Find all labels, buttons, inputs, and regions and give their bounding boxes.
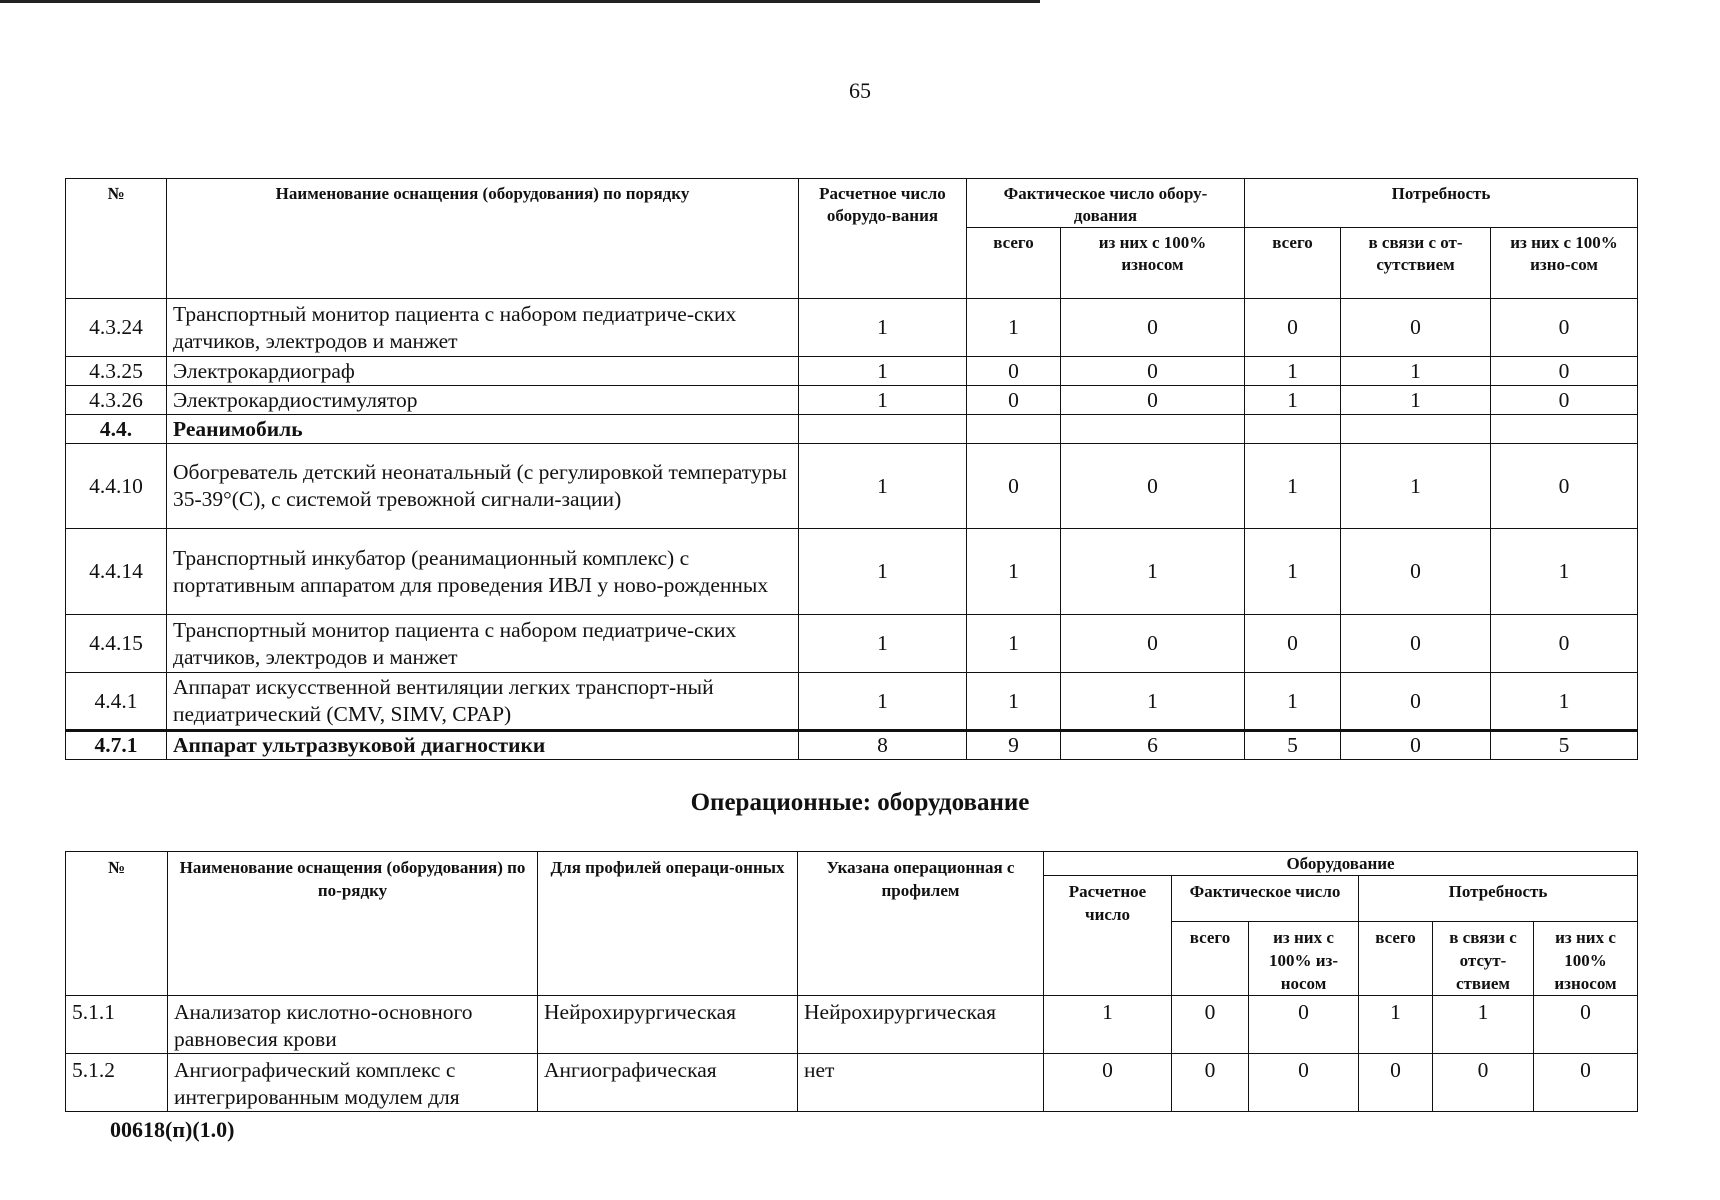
- table-row: [66, 731, 1638, 760]
- table-row: [66, 299, 1638, 357]
- row-name: Ангиографический комплекс с интегрированным модулем для: [168, 1054, 538, 1112]
- row-profiles: Ангиографическая: [538, 1054, 798, 1112]
- row-name: Аппарат искусственной вентиляции легких транспорт-ный педиатрический (CMV, SIMV, CPAP): [167, 673, 799, 731]
- col-name-header: Наименование оснащения (оборудования) по порядку: [167, 179, 799, 299]
- row-calc: 1: [799, 529, 967, 615]
- row-name: Реанимобиль: [167, 415, 799, 444]
- row-actual-worn: 1: [1061, 529, 1245, 615]
- row-calc: 8: [799, 731, 967, 760]
- row-name: Транспортный монитор пациента с набором педиатриче-ских датчиков, электродов и манжет: [167, 615, 799, 673]
- table-row: [66, 673, 1638, 731]
- col-name-header: Наименование оснащения (оборудования) по по-рядку: [168, 852, 538, 996]
- row-name: Анализатор кислотно-основного равновесия крови: [168, 996, 538, 1054]
- row-need-worn: 0: [1491, 615, 1638, 673]
- col-need-absent-header: в связи с от-сутствием: [1341, 228, 1491, 299]
- row-need-worn: 0: [1491, 444, 1638, 529]
- row-need-total: 0: [1359, 1054, 1433, 1112]
- equipment-table-1: [65, 178, 1638, 760]
- row-need-absent: 1: [1341, 444, 1491, 529]
- row-calc: 1: [799, 615, 967, 673]
- row-actual-total: 1: [967, 673, 1061, 731]
- col-actual-worn-header: из них с 100% износом: [1061, 228, 1245, 299]
- row-actual-worn: 0: [1061, 444, 1245, 529]
- row-num: 4.3.24: [66, 299, 167, 357]
- row-num: 4.4.14: [66, 529, 167, 615]
- row-need-worn: 0: [1491, 386, 1638, 415]
- row-need-total: 1: [1245, 386, 1341, 415]
- col-actual-worn-header: из них с 100% из-носом: [1249, 922, 1359, 996]
- row-actual-total: 0: [967, 444, 1061, 529]
- col-need-worn-header: из них с 100% изно-сом: [1491, 228, 1638, 299]
- row-need-absent: 0: [1341, 529, 1491, 615]
- col-actual-total-header: всего: [1172, 922, 1249, 996]
- row-need-total: 1: [1245, 529, 1341, 615]
- row-actual-total: 9: [967, 731, 1061, 760]
- row-actual-worn: [1061, 415, 1245, 444]
- row-name: Аппарат ультразвуковой диагностики: [167, 731, 799, 760]
- row-need-total: 5: [1245, 731, 1341, 760]
- col-actual-header: Фактическое число обору-дования: [967, 179, 1245, 228]
- row-actual-total: 1: [967, 299, 1061, 357]
- row-num: 4.4.: [66, 415, 167, 444]
- row-need-absent: [1341, 415, 1491, 444]
- row-calc: 1: [799, 357, 967, 386]
- row-indicated: нет: [798, 1054, 1044, 1112]
- row-actual-worn: 6: [1061, 731, 1245, 760]
- row-need-total: [1245, 415, 1341, 444]
- row-need-worn: [1491, 415, 1638, 444]
- row-calc: 1: [799, 299, 967, 357]
- row-calc: 0: [1044, 1054, 1172, 1112]
- page-number: 65: [849, 78, 871, 103]
- row-num: 5.1.1: [66, 996, 168, 1054]
- row-name: Транспортный инкубатор (реанимационный комплекс) с портативным аппаратом для проведения ИВЛ у ново-рожденных: [167, 529, 799, 615]
- row-calc: 1: [799, 386, 967, 415]
- row-name: Обогреватель детский неонатальный (с регулировкой температуры 35-39°(С), с системой тревожной сигнали-зации): [167, 444, 799, 529]
- row-actual-worn: 0: [1061, 357, 1245, 386]
- row-need-absent: 0: [1341, 615, 1491, 673]
- row-actual-total: 0: [967, 386, 1061, 415]
- row-need-absent: 0: [1341, 299, 1491, 357]
- col-equipment-header: Оборудование: [1044, 852, 1638, 876]
- row-actual-total: 0: [967, 357, 1061, 386]
- row-calc: 1: [799, 444, 967, 529]
- row-need-worn: 0: [1491, 299, 1638, 357]
- col-profiles-header: Для профилей операци-онных: [538, 852, 798, 996]
- row-need-total: 0: [1245, 615, 1341, 673]
- row-need-absent: 1: [1341, 386, 1491, 415]
- row-actual-worn: 0: [1061, 299, 1245, 357]
- row-need-worn: 0: [1534, 1054, 1638, 1112]
- row-calc: 1: [799, 673, 967, 731]
- row-need-worn: 0: [1491, 357, 1638, 386]
- row-num: 4.7.1: [66, 731, 167, 760]
- row-num: 4.3.26: [66, 386, 167, 415]
- equipment-table-2: [65, 851, 1638, 1112]
- col-actual-total-header: всего: [967, 228, 1061, 299]
- col-indicated-header: Указана операционная с профилем: [798, 852, 1044, 996]
- row-actual-total: 0: [1172, 1054, 1249, 1112]
- row-name: Транспортный монитор пациента с набором педиатриче-ских датчиков, электродов и манжет: [167, 299, 799, 357]
- section-title: Операционные: оборудование: [690, 789, 1030, 816]
- row-actual-worn: 0: [1249, 1054, 1359, 1112]
- row-need-total: 0: [1245, 299, 1341, 357]
- row-need-absent: 0: [1341, 731, 1491, 760]
- row-profiles: Нейрохирургическая: [538, 996, 798, 1054]
- row-need-worn: 0: [1534, 996, 1638, 1054]
- col-num-header: №: [66, 179, 167, 299]
- table-row: [66, 386, 1638, 415]
- row-num: 4.4.1: [66, 673, 167, 731]
- row-calc: [799, 415, 967, 444]
- col-need-header: Потребность: [1359, 876, 1638, 922]
- col-need-worn-header: из них с 100% износом: [1534, 922, 1638, 996]
- row-indicated: Нейрохирургическая: [798, 996, 1044, 1054]
- table-row: [66, 444, 1638, 529]
- row-name: Электрокардиостимулятор: [167, 386, 799, 415]
- row-need-total: 1: [1245, 357, 1341, 386]
- row-actual-total: 1: [967, 529, 1061, 615]
- row-need-worn: 5: [1491, 731, 1638, 760]
- row-actual-worn: 0: [1061, 615, 1245, 673]
- row-num: 4.4.10: [66, 444, 167, 529]
- table-row: [66, 615, 1638, 673]
- col-calc-header: Расчетное число: [1044, 876, 1172, 996]
- row-actual-total: 1: [967, 615, 1061, 673]
- document-code: 00618(п)(1.0): [110, 1117, 235, 1142]
- row-actual-worn: 0: [1061, 386, 1245, 415]
- top-rule: [0, 0, 1040, 3]
- col-need-total-header: всего: [1359, 922, 1433, 996]
- row-need-total: 1: [1245, 673, 1341, 731]
- table-row: [66, 996, 1638, 1054]
- col-num-header: №: [66, 852, 168, 996]
- col-need-absent-header: в связи с отсут-ствием: [1433, 922, 1534, 996]
- row-need-absent: 1: [1433, 996, 1534, 1054]
- row-need-worn: 1: [1491, 673, 1638, 731]
- row-name: Электрокардиограф: [167, 357, 799, 386]
- row-need-total: 1: [1245, 444, 1341, 529]
- col-actual-header: Фактическое число: [1172, 876, 1359, 922]
- section-row: [66, 415, 1638, 444]
- col-calc-header: Расчетное число оборудо-вания: [799, 179, 967, 299]
- row-actual-total: [967, 415, 1061, 444]
- row-actual-worn: 1: [1061, 673, 1245, 731]
- row-num: 4.3.25: [66, 357, 167, 386]
- row-need-absent: 0: [1433, 1054, 1534, 1112]
- row-need-absent: 0: [1341, 673, 1491, 731]
- table-row: [66, 1054, 1638, 1112]
- col-need-total-header: всего: [1245, 228, 1341, 299]
- row-num: 4.4.15: [66, 615, 167, 673]
- row-need-absent: 1: [1341, 357, 1491, 386]
- row-need-worn: 1: [1491, 529, 1638, 615]
- row-need-total: 1: [1359, 996, 1433, 1054]
- row-actual-worn: 0: [1249, 996, 1359, 1054]
- row-actual-total: 0: [1172, 996, 1249, 1054]
- row-calc: 1: [1044, 996, 1172, 1054]
- table-row: [66, 529, 1638, 615]
- row-num: 5.1.2: [66, 1054, 168, 1112]
- table-row: [66, 357, 1638, 386]
- col-need-header: Потребность: [1245, 179, 1638, 228]
